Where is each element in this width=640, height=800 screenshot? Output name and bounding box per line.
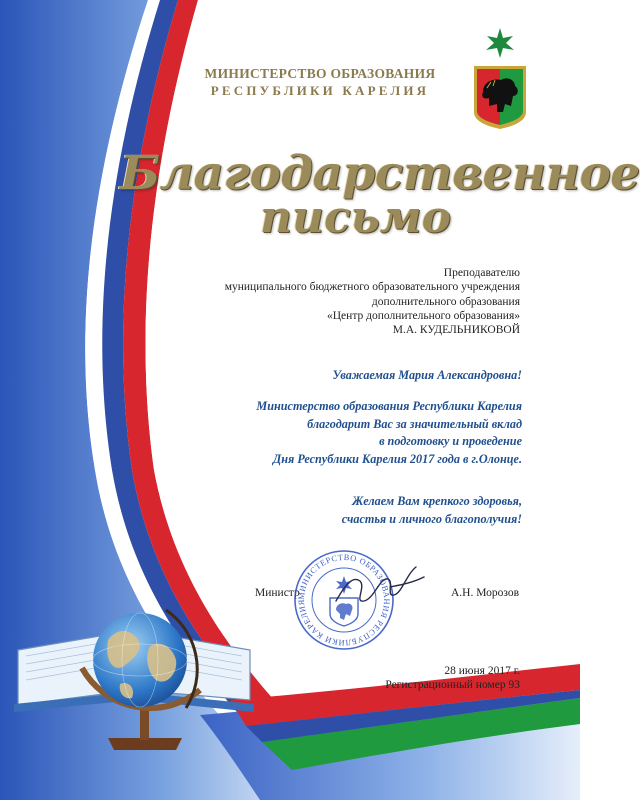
addressee-line: дополнительного образования (371, 295, 520, 308)
signatory-name: А.Н. Морозов (451, 587, 520, 599)
ministry-name-line2: РЕСПУБЛИКИ КАРЕЛИЯ (210, 83, 430, 98)
signatory-title: Министр (255, 587, 300, 599)
addressee-block (160, 266, 520, 337)
date-block (320, 664, 520, 692)
ministry-name-line1: МИНИСТЕРСТВО ОБРАЗОВАНИЯ (204, 66, 436, 81)
paragraph-line: благодарит Вас за значительный вклад (307, 416, 522, 431)
certificate-title-line1: Благодарственное (120, 146, 640, 201)
registration-number: Регистрационный номер 93 (385, 679, 520, 691)
gratitude-paragraph (182, 398, 522, 468)
handwritten-signature (330, 557, 430, 617)
wishes-line: Желаем Вам крепкого здоровья, (352, 494, 522, 508)
issue-date: 28 июня 2017 г. (444, 665, 520, 677)
greeting-line: Уважаемая Мария Александровна! (332, 368, 522, 382)
stamp-text: МИНИСТЕРСТВО ОБРАЗОВАНИЯ РЕСПУБЛИКИ КАРЕЛИЯ (296, 552, 392, 648)
certificate-title-line2: письмо (260, 192, 451, 243)
wishes-paragraph (182, 493, 522, 528)
ministry-header (190, 66, 450, 99)
addressee-name: М.А. КУДЕЛЬНИКОВОЙ (392, 324, 520, 337)
wishes-line: счастья и личного благополучия! (341, 511, 522, 526)
paragraph-line: Дня Республики Карелия 2017 года в г.Олонце. (272, 451, 522, 466)
greeting-text (182, 367, 522, 385)
addressee-line: муниципального бюджетного образовательного учреждения (224, 281, 520, 294)
paragraph-line: Министерство образования Республики Карелия (256, 399, 522, 413)
addressee-line: «Центр дополнительного образования» (327, 309, 520, 322)
addressee-line: Преподавателю (443, 267, 520, 279)
paragraph-line: в подготовку и проведение (379, 434, 522, 448)
karelia-coat-of-arms-icon (469, 26, 531, 130)
